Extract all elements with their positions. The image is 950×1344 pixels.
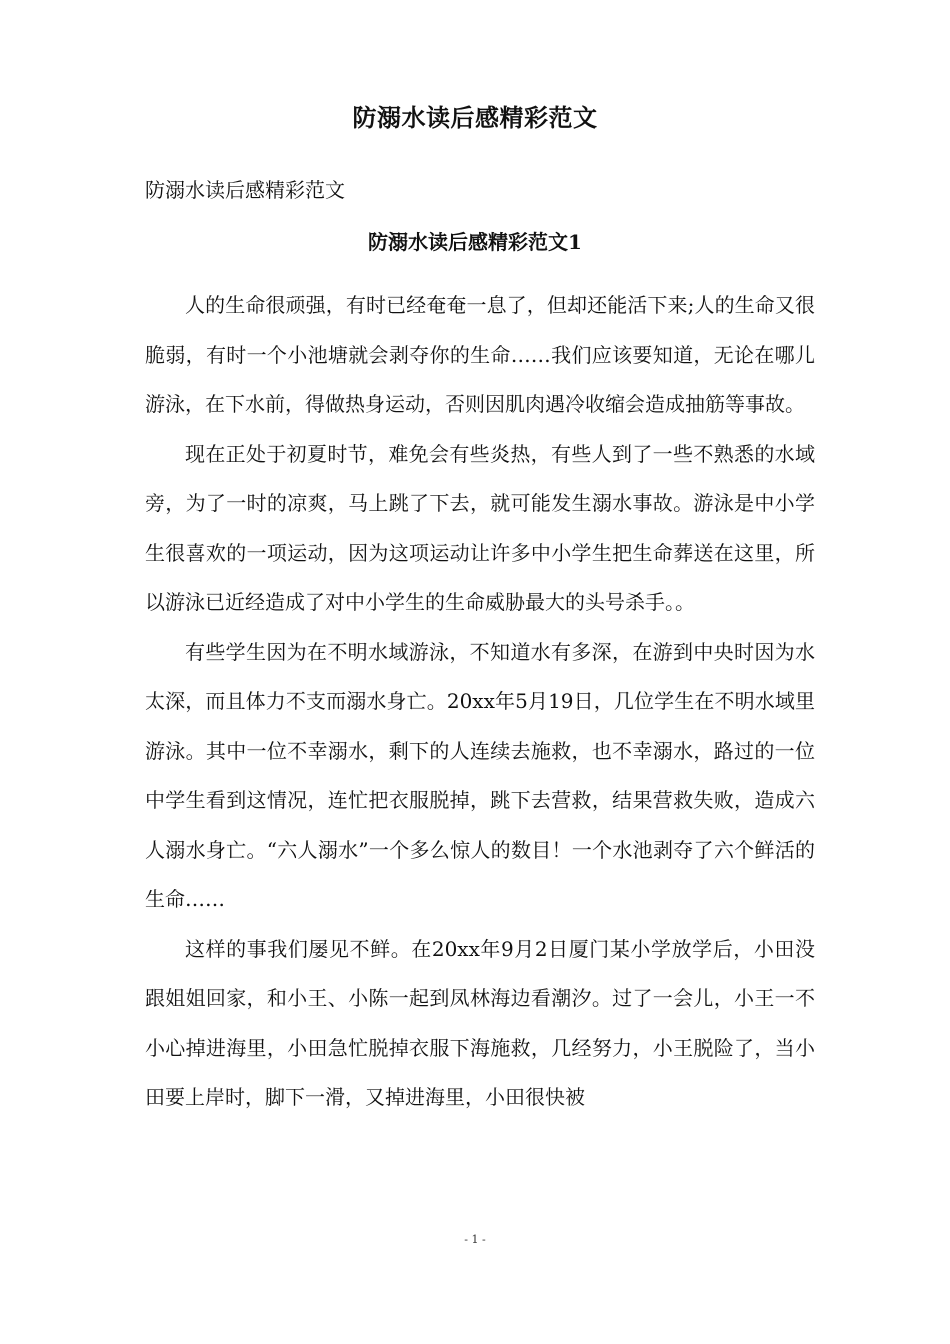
section-heading: 防溺水读后感精彩范文1: [368, 230, 582, 254]
document-subtitle: 防溺水读后感精彩范文: [145, 178, 345, 202]
paragraph: 现在正处于初夏时节，难免会有些炎热，有些人到了一些不熟悉的水域旁，为了一时的凉爽，马上跳了下去，就可能发生溺水事故。游泳是中小学生很喜欢的一项运动，因为这项运动让许多中小学生把生命葬送在这里，所以游泳已近经造成了对中小学生的生命威胁最大的头号杀手。。: [145, 441, 815, 614]
body-text: [145, 281, 815, 1123]
document-title: 防溺水读后感精彩范文: [352, 103, 598, 132]
paragraph: 人的生命很顽强，有时已经奄奄一息了，但却还能活下来;人的生命又很脆弱，有时一个小池塘就会剥夺你的生命……我们应该要知道，无论在哪儿游泳，在下水前，得做热身运动，否则因肌肉遇冷收缩会造成抽筋等事故。: [145, 293, 815, 416]
paragraph: 这样的事我们屡见不鲜。在20xx年9月2日厦门某小学放学后，小田没跟姐姐回家，和小王、小陈一起到凤林海边看潮汐。过了一会儿，小王一不小心掉进海里，小田急忙脱掉衣服下海施救，几经努力，小王脱险了，当小田要上岸时，脚下一滑，又掉进海里，小田很快被: [145, 936, 815, 1109]
page-number: - 1 -: [464, 1233, 486, 1246]
paragraph: 有些学生因为在不明水域游泳，不知道水有多深，在游到中央时因为水太深，而且体力不支而溺水身亡。20xx年5月19日，几位学生在不明水域里游泳。其中一位不幸溺水，剩下的人连续去施救，也不幸溺水，路过的一位中学生看到这情况，连忙把衣服脱掉，跳下去营救，结果营救失败，造成六人溺水身亡。“六人溺水”一个多么惊人的数目！一个水池剥夺了六个鲜活的生命……: [145, 639, 815, 911]
